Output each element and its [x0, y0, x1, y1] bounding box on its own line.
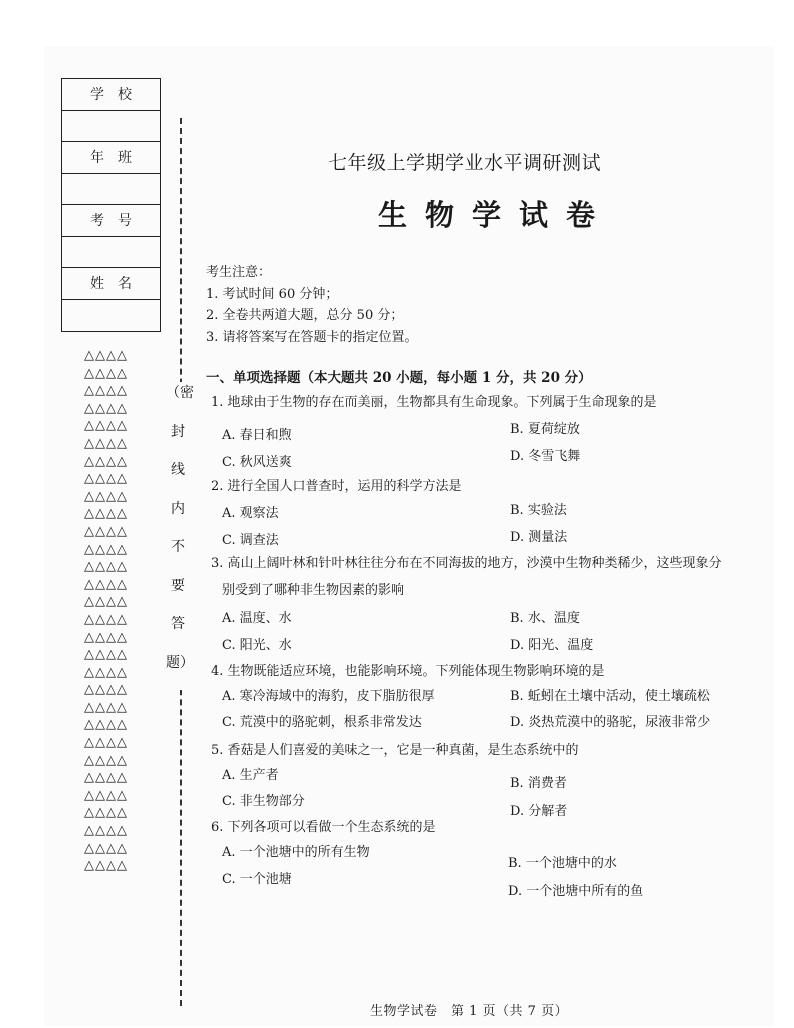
question-2-option-d[interactable]: D. 测量法 — [510, 530, 568, 545]
info-class-blank[interactable] — [62, 174, 160, 206]
question-1-stem: 1. 地球由于生物的存在而美丽，生物都具有生命现象。下列属于生命现象的是 — [211, 395, 657, 410]
question-5-option-d[interactable]: D. 分解者 — [510, 804, 568, 819]
question-6-option-c[interactable]: C. 一个池塘 — [222, 872, 292, 887]
triangle-row: △△△△ — [84, 418, 128, 434]
question-3-stem-cont: 别受到了哪种非生物因素的影响 — [222, 583, 405, 598]
triangle-row: △△△△ — [84, 682, 128, 698]
seal-char: 不 — [171, 539, 185, 555]
seal-char: 答 — [171, 616, 185, 632]
question-6-option-a[interactable]: A. 一个池塘中的所有生物 — [222, 845, 370, 860]
seal-char: 要 — [171, 577, 185, 594]
triangle-row: △△△△ — [84, 506, 128, 522]
question-4-option-a[interactable]: A. 寒冷海域中的海豹，皮下脂肪很厚 — [222, 689, 435, 704]
seal-line-notice — [166, 382, 194, 690]
triangle-row: △△△△ — [84, 488, 128, 504]
candidate-notice — [206, 262, 418, 348]
seal-char: 线 — [171, 462, 185, 478]
info-number-label: 考号 — [62, 205, 160, 237]
student-info-table — [61, 78, 161, 332]
question-1-option-d[interactable]: D. 冬雪飞舞 — [510, 449, 581, 464]
section-heading: 一、单项选择题（本大题共 20 小题，每小题 1 分，共 20 分） — [206, 370, 592, 386]
question-5-option-a[interactable]: A. 生产者 — [222, 768, 279, 783]
triangle-row: △△△△ — [84, 840, 128, 856]
triangle-row: △△△△ — [84, 576, 128, 592]
triangle-row: △△△△ — [84, 629, 128, 645]
exam-title: 生物学试卷 — [378, 198, 614, 232]
question-2-option-a[interactable]: A. 观察法 — [222, 506, 279, 521]
seal-char: 封 — [171, 423, 185, 440]
triangle-row: △△△△ — [84, 647, 128, 663]
question-4-option-d[interactable]: D. 炎热荒漠中的骆驼，尿液非常少 — [510, 715, 711, 730]
triangle-row: △△△△ — [84, 611, 128, 627]
triangle-row: △△△△ — [84, 699, 128, 715]
info-class-label: 年班 — [62, 142, 160, 174]
triangle-row: △△△△ — [84, 471, 128, 487]
info-name-blank[interactable] — [62, 300, 160, 332]
triangle-row: △△△△ — [84, 541, 128, 557]
question-3-stem: 3. 高山上阔叶林和针叶林往往分布在不同海拔的地方，沙漠中生物种类稀少，这些现象分 — [211, 556, 722, 571]
triangle-row: △△△△ — [84, 735, 128, 751]
question-4-option-c[interactable]: C. 荒漠中的骆驼刺，根系非常发达 — [222, 715, 422, 730]
triangle-seal-pattern — [84, 347, 154, 875]
page-footer: 生物学试卷 第 1 页（共 7 页） — [370, 1004, 569, 1019]
notice-heading: 考生注意： — [206, 265, 272, 280]
notice-item: 2. 全卷共两道大题，总分 50 分； — [206, 308, 404, 323]
triangle-row: △△△△ — [84, 523, 128, 539]
question-1-option-c[interactable]: C. 秋风送爽 — [222, 455, 292, 470]
question-1-option-a[interactable]: A. 春日和煦 — [222, 428, 292, 443]
question-4-stem: 4. 生物既能适应环境，也能影响环境。下列能体现生物影响环境的是 — [211, 664, 605, 679]
info-school-blank[interactable] — [62, 111, 160, 143]
seal-char: 题） — [166, 654, 194, 671]
triangle-row: △△△△ — [84, 559, 128, 575]
triangle-row: △△△△ — [84, 348, 128, 363]
info-number-blank[interactable] — [62, 237, 160, 269]
question-4-option-b[interactable]: B. 蚯蚓在土壤中活动，使土壤疏松 — [510, 689, 710, 704]
info-school-label: 学校 — [62, 79, 160, 111]
exam-subtitle: 七年级上学期学业水平调研测试 — [328, 152, 602, 174]
triangle-row: △△△△ — [84, 365, 128, 381]
triangle-row: △△△△ — [84, 383, 128, 399]
question-2-option-b[interactable]: B. 实验法 — [510, 503, 567, 518]
question-2-stem: 2. 进行全国人口普查时，运用的科学方法是 — [211, 479, 462, 494]
question-5-option-c[interactable]: C. 非生物部分 — [222, 794, 305, 809]
triangle-row: △△△△ — [84, 787, 128, 803]
question-1-option-b[interactable]: B. 夏荷绽放 — [510, 422, 580, 437]
question-5-option-b[interactable]: B. 消费者 — [510, 776, 567, 791]
triangle-row: △△△△ — [84, 453, 128, 469]
question-6-stem: 6. 下列各项可以看做一个生态系统的是 — [211, 820, 436, 835]
seal-char: （密 — [166, 385, 194, 401]
notice-item: 3. 请将答案写在答题卡的指定位置。 — [206, 329, 418, 345]
notice-item: 1. 考试时间 60 分钟； — [206, 286, 339, 302]
triangle-row: △△△△ — [84, 594, 128, 610]
triangle-row: △△△△ — [84, 770, 128, 786]
question-3-option-d[interactable]: D. 阳光、温度 — [510, 638, 594, 653]
triangle-row: △△△△ — [84, 823, 128, 839]
triangle-row: △△△△ — [84, 805, 128, 821]
triangle-row: △△△△ — [84, 752, 128, 768]
triangle-row: △△△△ — [84, 400, 128, 416]
question-3-option-c[interactable]: C. 阳光、水 — [222, 638, 292, 653]
triangle-row: △△△△ — [84, 858, 128, 874]
question-3-option-a[interactable]: A. 温度、水 — [222, 611, 292, 626]
question-6-option-d[interactable]: D. 一个池塘中所有的鱼 — [508, 884, 644, 899]
question-2-option-c[interactable]: C. 调查法 — [222, 533, 279, 548]
question-3-option-b[interactable]: B. 水、温度 — [510, 611, 580, 626]
question-6-option-b[interactable]: B. 一个池塘中的水 — [508, 856, 617, 871]
info-name-label: 姓名 — [62, 268, 160, 300]
question-5-stem: 5. 香菇是人们喜爱的美味之一，它是一种真菌，是生态系统中的 — [211, 743, 579, 758]
triangle-row: △△△△ — [84, 435, 128, 451]
seal-char: 内 — [171, 500, 185, 517]
triangle-row: △△△△ — [84, 717, 128, 733]
triangle-row: △△△△ — [84, 664, 128, 680]
